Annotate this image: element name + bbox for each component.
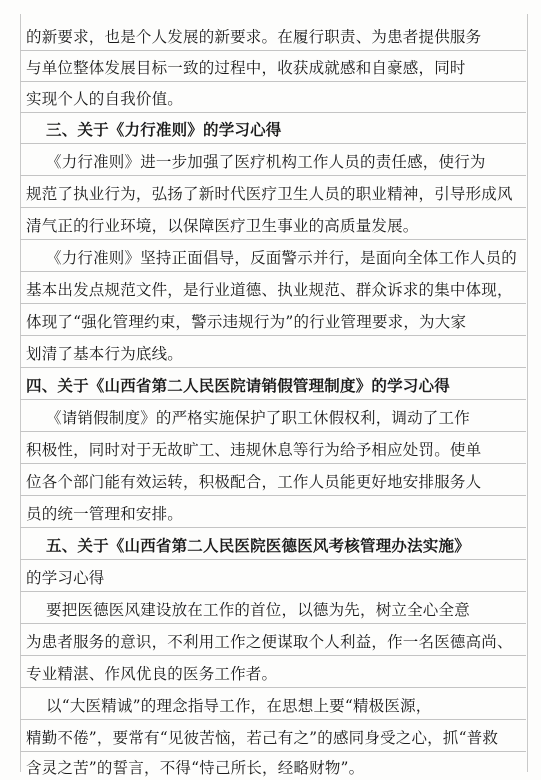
- ruled-line: [20, 239, 526, 240]
- ruled-line: [20, 399, 526, 400]
- ruled-line: [20, 431, 526, 432]
- ruled-line: [20, 719, 526, 720]
- ruled-line: [20, 143, 526, 144]
- ruled-line: [20, 335, 526, 336]
- text-line: 规范了执业行为，弘扬了新时代医疗卫生人员的职业精神，引导形成风: [26, 185, 513, 203]
- text-line: 《请销假制度》的严格实施保护了职工休假权利，调动了工作: [46, 409, 470, 427]
- text-line: 体现了“强化管理约束，警示违规行为”的行业管理要求，为大家: [26, 313, 467, 331]
- text-line: 以“大医精诚”的理念指导工作，在思想上要“精极医源，: [46, 697, 432, 715]
- ruled-line: [20, 367, 526, 368]
- text-line: 实现个人的自我价值。: [26, 90, 184, 108]
- section-heading-3: 三、关于《力行准则》的学习心得: [46, 120, 282, 139]
- text-line: 与单位整体发展目标一致的过程中，收获成就感和自豪感，同时: [26, 59, 466, 77]
- ruled-line: [20, 591, 526, 592]
- text-line: 清气正的行业环境，以保障医疗卫生事业的高质量发展。: [26, 217, 419, 235]
- ruled-line: [20, 495, 526, 496]
- text-line: 专业精湛、作风优良的医务工作者。: [26, 665, 278, 683]
- text-line: 的学习心得: [26, 569, 105, 587]
- ruled-line: [20, 527, 526, 528]
- text-line: 员的统一管理和安排。: [26, 505, 184, 523]
- text-line: 的新要求，也是个人发展的新要求。在履行职责、为患者提供服务: [26, 28, 482, 46]
- section-heading-4: 四、关于《山西省第二人民医院请销假管理制度》的学习心得: [26, 376, 450, 395]
- ruled-line: [20, 751, 526, 752]
- ruled-line: [20, 207, 526, 208]
- ruled-line: [20, 175, 526, 176]
- text-line: 为患者服务的意识，不利用工作之便谋取个人利益，作一名医德高尚、: [26, 633, 513, 651]
- section-heading-5: 五、关于《山西省第二人民医院医德医风考核管理办法实施》: [46, 536, 470, 555]
- ruled-line: [20, 559, 526, 560]
- text-line: 含灵之苦”的誓言，不得“恃己所长，经略财物”。: [26, 759, 365, 777]
- text-line: 要把医德医风建设放在工作的首位，以德为先，树立全心全意: [46, 601, 470, 619]
- text-line: 精勤不倦”，要常有“见彼苦恼，若己有之”的感同身受之心，抓“普救: [26, 729, 499, 747]
- text-line: 积极性，同时对于无故旷工、违规休息等行为给予相应处罚。使单: [26, 441, 482, 459]
- ruled-line: [20, 687, 526, 688]
- ruled-line: [20, 463, 526, 464]
- ruled-line: [20, 623, 526, 624]
- ruled-line: [20, 112, 526, 113]
- text-line: 基本出发点规范文件，是行业道德、执业规范、群众诉求的集中体现，: [26, 281, 513, 299]
- ruled-line: [20, 271, 526, 272]
- text-line: 位各个部门能有效运转，积极配合，工作人员能更好地安排服务人: [26, 473, 482, 491]
- ruled-line: [20, 81, 526, 82]
- ruled-line: [20, 655, 526, 656]
- ruled-line: [20, 50, 526, 51]
- text-line: 划清了基本行为底线。: [26, 345, 184, 363]
- text-line: 《力行准则》进一步加强了医疗机构工作人员的责任感，使行为: [46, 153, 486, 171]
- ruled-line: [20, 303, 526, 304]
- text-line: 《力行准则》坚持正面倡导，反面警示并行，是面向全体工作人员的: [46, 249, 518, 267]
